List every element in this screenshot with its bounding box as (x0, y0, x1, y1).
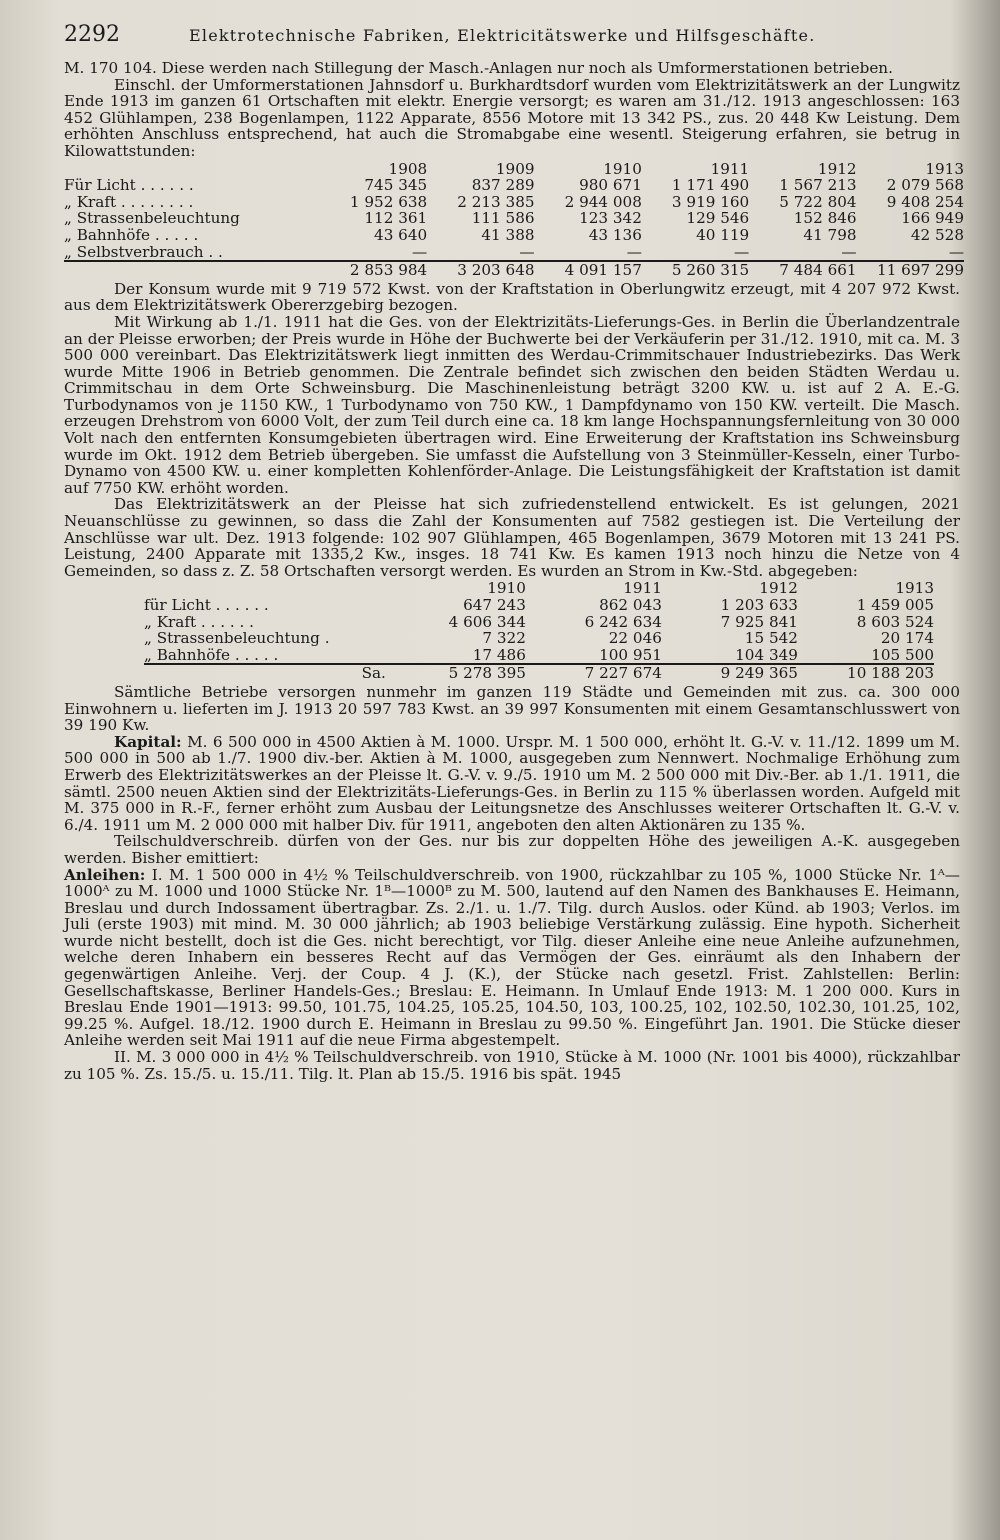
row-label: Für Licht . . . . . . (64, 176, 194, 195)
year-header: 1908 (388, 159, 428, 178)
table-cell: 2 944 008 (564, 192, 642, 211)
table-cell: 862 043 (599, 596, 662, 614)
table-cell: 1 171 490 (671, 176, 750, 195)
consumption-table-lungwitz (64, 161, 964, 279)
table-cell: 1 203 633 (720, 596, 798, 614)
row-label: „ Bahnhöfe . . . . . (64, 225, 199, 244)
paragraph: Teilschuldverschreib. dürfen von der Ges. nur bis zur doppelten Höhe des jeweiligen A.-K. ausgegeben werden. Bisher emittiert: (64, 832, 960, 867)
paragraph: Sämtliche Betriebe versorgen nunmehr im ganzen 119 Städte und Gemeinden mit zus. ca. 300 000 Einwohnern u. lieferten im J. 1913 20 597 783 Kwst. an 39 997 Konsumenten mit einem Gesamtanschlusswert von 39 190 Kw. (64, 682, 960, 735)
paragraph: Der Konsum wurde mit 9 719 572 Kwst. von der Kraftstation in Oberlungwitz erzeugt, mit 4 207 972 Kwst. aus dem Elektrizitätswerk Obererzgebirg bezogen. (64, 279, 960, 315)
table-row (144, 647, 934, 665)
table-row (64, 244, 964, 262)
total-cell: 9 249 365 (662, 664, 798, 682)
row-label: „ Strassenbeleuchtung . (144, 629, 330, 648)
table-cell: 17 486 (472, 645, 526, 664)
table-cell: 7 322 (482, 629, 526, 648)
table-cell: 4 606 344 (448, 612, 526, 631)
kapital-text: M. 6 500 000 in 4500 Aktien à M. 1000. Urspr. M. 1 500 000, erhöht lt. G.-V. v. 11./12. 1899 um M. 500 000 in 500 ab 1./7. 1900 div.-ber. Aktien à M. 1000, ausgegeben zum Nennwert. Nochmalige Erhöhung zum Erwerb des Elektrizitätswerkes an der Pleisse lt. G.-V. v. 9./5. 1910 um M. 2 500 000 mit Div.-Ber. ab 1./1. 1911, die sämtl. 2500 neuen Aktien sind der Elektrizitäts-Lieferungs-Ges. in Berlin zu 115 % überlassen worden. Aufgeld mit M. 375 000 in R.-F., ferner erhöht zum Ausbau der Leitungsnetze des Anschlusses weiterer Ortschaften lt. G.-V. v. 6./4. 1911 um M. 2 000 000 mit halber Div. für 1911, angeboten den alten Aktionären zu 135 %. (64, 732, 960, 834)
table-cell: — (519, 242, 535, 261)
section-label-kapital: Kapital: (114, 732, 182, 751)
total-cell: 3 203 648 (427, 261, 534, 279)
section-label-anleihen: Anleihen: (64, 865, 146, 884)
kapital-paragraph (64, 734, 960, 834)
table-cell: 20 174 (880, 629, 934, 648)
table-cell: 166 949 (901, 209, 964, 228)
table-row (64, 177, 964, 194)
table-cell: 647 243 (463, 596, 526, 614)
table-cell: 105 500 (871, 645, 934, 664)
year-header: 1913 (925, 159, 964, 178)
table-cell: 152 846 (793, 209, 857, 228)
year-header: 1913 (895, 579, 934, 598)
table-cell: 1 567 213 (779, 176, 857, 195)
paragraph: Das Elektrizitätswerk an der Pleisse hat sich zufriedenstellend entwickelt. Es ist gelungen, 2021 Neuanschlüsse zu gewinnen, so dass die Zahl der Konsumenten auf 7582 gestiegen ist. Die Verteilung der Anschlüsse war ult. Dez. 1913 folgende: 102 907 Glühlampen, 465 Bogenlampen, 3679 Motoren mit 13 241 PS. Leistung, 2400 Apparate mit 1335,2 Kw., insges. 18 741 Kw. Es kamen 1913 noch hinzu die Netze von 4 Gemeinden, so dass z. Z. 58 Ortschaften versorgt werden. Es wurden an Strom in Kw.-Std. abgegeben: (64, 495, 960, 580)
row-label: „ Kraft . . . . . . (144, 612, 255, 631)
table-total-row (64, 261, 964, 279)
paragraph: Einschl. der Umformerstationen Jahnsdorf u. Burkhardtsdorf wurden vom Elektrizitätswerk an der Lungwitz Ende 1913 im ganzen 61 Ortschaften mit elektr. Energie versorgt; es waren am 31./12. 1913 angeschlossen: 163 452 Glühlampen, 238 Bogenlampen, 1122 Apparate, 8556 Motore mit 13 342 PS., zus. 20 448 Kw Leistung. Dem erhöhten Anschluss entsprechend, hat auch die Stromabgabe eine wesentl. Steigerung erfahren, sie betrug in Kilowattstunden: (64, 75, 960, 160)
table-cell: 129 546 (686, 209, 750, 228)
table-cell: 22 046 (608, 629, 662, 648)
table-cell: — (948, 242, 964, 261)
total-cell: 5 278 395 (390, 664, 526, 682)
table-cell: 3 919 160 (671, 192, 750, 211)
table-row (64, 227, 964, 244)
total-cell: 2 853 984 (320, 261, 427, 279)
table-cell: 15 542 (744, 629, 798, 648)
table-cell: — (626, 242, 642, 261)
anleihen-paragraph (64, 867, 960, 1050)
consumption-table-pleisse (144, 580, 934, 682)
table-cell: 6 242 634 (584, 612, 662, 631)
page-header (64, 22, 960, 60)
table-cell: 837 289 (471, 176, 535, 195)
table-cell: — (734, 242, 750, 261)
table-cell: 123 342 (579, 209, 642, 228)
year-header: 1912 (817, 159, 857, 178)
table-cell: 2 079 568 (886, 176, 964, 195)
total-label: Sa. (144, 664, 390, 682)
table-cell: 745 345 (364, 176, 428, 195)
running-title: Elektrotechnische Fabriken, Elektricitätswerke und Hilfsgeschäfte. (189, 26, 816, 45)
table-cell: 9 408 254 (886, 192, 964, 211)
table-total-row (144, 664, 934, 682)
table-row (64, 210, 964, 227)
total-cell: 11 697 299 (857, 261, 964, 279)
table-header-row (64, 161, 964, 178)
table-cell: — (841, 242, 857, 261)
table-cell: 43 640 (374, 225, 428, 244)
paragraph: Mit Wirkung ab 1./1. 1911 hat die Ges. von der Elektrizitäts-Lieferungs-Ges. in Berlin die Überlandzentrale an der Pleisse erworben; der Preis wurde in Höhe der Buchwerte bei der Verkäuferin per 31./12. 1910, mit ca. M. 3 500 000 vereinbart. Das Elektrizitätswerk liegt inmitten des Werdau-Crimmitschauer Industriebezirks. Das Werk wurde Mitte 1906 in Betrieb genommen. Die Zentrale befindet sich zwischen den beiden Städten Werdau u. Crimmitschau in dem Orte Schweinsburg. Die Maschinenleistung beträgt 3200 KW. u. ist auf 2 A. E.-G. Turbodynamos von je 1150 KW., 1 Turbodynamo von 750 KW., 1 Dampfdynamo von 150 KW. verteilt. Die Masch. erzeugen Drehstrom von 6000 Volt, der zum Teil durch eine ca. 18 km lange Hochspannungsfernleitung von 30 000 Volt nach den entfernten Konsumgebieten übertragen wird. Eine Erweiterung der Kraftstation ins Schweinsburg wurde im Okt. 1912 dem Betrieb übergeben. Sie umfasst die Aufstellung von 3 Steinmüller-Kesseln, einer Turbo-Dynamo von 4500 KW. u. einer kompletten Kohlenförder-Anlage. Die Leistungsfähigkeit der Kraftstation ist damit auf 7750 KW. erhöht worden. (64, 312, 960, 497)
table-cell: 41 798 (803, 225, 857, 244)
table-row (64, 194, 964, 211)
page-number: 2292 (64, 22, 120, 47)
table-cell: 5 722 804 (779, 192, 857, 211)
table-cell: 8 603 524 (856, 612, 934, 631)
table-row (144, 597, 934, 614)
year-header: 1909 (495, 159, 535, 178)
year-header: 1910 (603, 159, 642, 178)
year-header: 1910 (487, 579, 526, 598)
paragraph: M. 170 104. Diese werden nach Stillegung der Masch.-Anlagen nur noch als Umformerstationen betrieben. (64, 59, 893, 77)
table-row (144, 630, 934, 647)
anleihen-text: I. M. 1 500 000 in 4½ % Teilschuldverschreib. von 1900, rückzahlbar zu 105 %, 1000 Stücke Nr. 1ᴬ—1000ᴬ zu M. 1000 und 1000 Stücke Nr. 1ᴮ—1000ᴮ zu M. 500, lautend auf den Namen des Bankhauses E. Heimann, Breslau und durch Indossament übertragbar. Zs. 2./1. u. 1./7. Tilg. durch Auslos. oder Künd. ab 1903; Verlos. im Juli (erste 1903) mit mind. M. 30 000 jährlich; ab 1903 beliebige Verstärkung zulässig. Eine hypoth. Sicherheit wurde nicht bestellt, doch ist die Ges. nicht berechtigt, vor Tilg. dieser Anleihe eine neue Anleihe aufzunehmen, welche deren Inhabern ein besseres Recht auf das Vermögen der Ges. einräumt als den Inhabern der gegenwärtigen Anleihe. Verj. der Coup. 4 J. (K.), der Stücke nach gesetzl. Frist. Zahlstellen: Berlin: Gesellschaftskasse, Berliner Handels-Ges.; Breslau: E. Heimann. In Umlauf Ende 1913: M. 1 200 000. Kurs in Breslau Ende 1901—1913: 99.50, 101.75, 104.25, 105.25, 104.50, 103, 100.25, 102, 102.50, 102.30, 101.25, 102, 99.25 %. Aufgel. 18./12. 1900 durch E. Heimann in Breslau zu 99.50 %. Eingeführt Jan. 1901. Die Stücke dieser Anleihe werden seit Mai 1911 auf die neue Firma abgestempelt. (64, 865, 960, 1050)
total-cell: 10 188 203 (798, 664, 934, 682)
year-header: 1911 (623, 579, 662, 598)
row-label: „ Strassenbeleuchtung (64, 209, 240, 228)
table-cell: 41 388 (481, 225, 535, 244)
table-row (144, 614, 934, 631)
row-label: „ Bahnhöfe . . . . . (144, 645, 279, 664)
table-cell: 100 951 (599, 645, 662, 664)
row-label: für Licht . . . . . . (144, 596, 269, 614)
table-cell: 2 213 385 (457, 192, 535, 211)
table-cell: 112 361 (364, 209, 428, 228)
year-header: 1912 (759, 579, 798, 598)
table-cell: 43 136 (588, 225, 642, 244)
total-cell: 4 091 157 (535, 261, 642, 279)
table-cell: 1 952 638 (349, 192, 428, 211)
year-header: 1911 (710, 159, 750, 178)
total-cell: 5 260 315 (642, 261, 749, 279)
table-cell: 111 586 (471, 209, 535, 228)
row-label: „ Kraft . . . . . . . . (64, 192, 194, 211)
table-cell: 7 925 841 (720, 612, 798, 631)
table-header-row (144, 580, 934, 597)
table-cell: 980 671 (579, 176, 642, 195)
table-cell: 104 349 (735, 645, 798, 664)
table-cell: 42 528 (910, 225, 964, 244)
total-cell: 7 484 661 (749, 261, 856, 279)
row-label: „ Selbstverbrauch . . (64, 242, 223, 261)
table-cell: 40 119 (696, 225, 750, 244)
paragraph: II. M. 3 000 000 in 4½ % Teilschuldverschreib. von 1910, Stücke à M. 1000 (Nr. 1001 bis 4000), rückzahlbar zu 105 %. Zs. 15./5. u. 15./11. Tilg. lt. Plan ab 15./5. 1916 bis spät. 1945 (64, 1048, 960, 1083)
table-cell: 1 459 005 (856, 596, 934, 614)
total-cell: 7 227 674 (526, 664, 662, 682)
table-cell: — (412, 242, 428, 261)
